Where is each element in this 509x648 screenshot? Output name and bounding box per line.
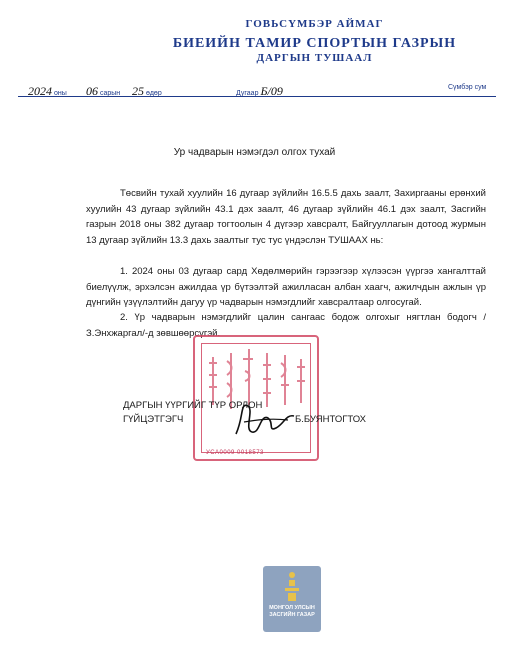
government-emblem bbox=[263, 566, 321, 632]
date-day-value: 25 bbox=[132, 84, 144, 98]
order-item-2: 2. Үр чадварын нэмэгдлийг цалин сангаас бодож олгохыг нягтлан бодогч /З.Энхжаргал/-д зөвшөөрсүгэй. bbox=[86, 312, 486, 339]
emblem-caption bbox=[263, 605, 321, 619]
date-year-value: 2024 bbox=[28, 84, 52, 98]
document-number-value: Б/09 bbox=[260, 84, 283, 98]
header-divider bbox=[18, 96, 496, 97]
date-month-suffix: сарын bbox=[99, 90, 121, 97]
signer-name: Б.БУЯНТОГТОХ bbox=[295, 414, 367, 425]
header-organization: БИЕИЙН ТАМИР СПОРТЫН ГАЗРЫН bbox=[172, 36, 457, 51]
order-item-1: 1. 2024 оны 03 дугаар сард Хөдөлмөрийн гэрээгээр хүлээсэн үүргээ хангалттай биелүүлж, эрхэлсэн ажилдаа үр бүтээлтэй ажилласан албан хаагч, ажилчдын ажлын үр дүнгийн үзүүлэлтийн дагуу үр чадварын нэмэгдлийг хавсралтаар олгосугай. bbox=[86, 266, 486, 308]
signer-role-line2: ГҮЙЦЭТГЭГЧ bbox=[123, 414, 184, 425]
seal-code: УСА0009 0018573 bbox=[206, 450, 264, 456]
emblem-caption-line2: ЗАСГИЙН ГАЗАР bbox=[269, 612, 315, 618]
header-document-type: ДАРГЫН ТУШААЛ bbox=[256, 52, 373, 64]
emblem-caption-line1: МОНГОЛ УЛСЫН bbox=[269, 605, 315, 611]
date-month-value: 06 bbox=[86, 84, 98, 98]
soyombo-icon bbox=[263, 566, 321, 606]
date-day-suffix: өдөр bbox=[145, 90, 162, 97]
document-place: Сүмбэр сум bbox=[448, 84, 487, 91]
preamble-paragraph: Төсвийн тухай хуулийн 16 дугаар зүйлийн 16.5.5 дахь заалт, Захиргааны ерөнхий хуулийн 43 дугаар зүйлийн 43.1 дэх заалт, 46 дугаар зүйлийн 46.1 дэх заалт, Засгийн газрын 2018 оны 382 дугаар тогтоолын 4 дүгээр хавсралт, Байгууллагын дотоод журмын 13 дугаар зүйлийн 13.3 дахь заалтыг тус тус үндэслэн ТУШААХ нь: bbox=[86, 188, 486, 246]
document-title: Ур чадварын нэмэгдэл олгох тухай bbox=[173, 147, 336, 158]
header-aimag: ГОВЬСҮМБЭР АЙМАГ bbox=[245, 18, 384, 30]
date-year-suffix: оны bbox=[53, 90, 67, 97]
handwritten-signature bbox=[230, 396, 300, 446]
signer-role-line1: ДАРГЫН ҮҮРГИЙГ ТҮР ОРЛОН bbox=[123, 400, 263, 411]
document-number-label: Дугаар bbox=[236, 90, 259, 97]
